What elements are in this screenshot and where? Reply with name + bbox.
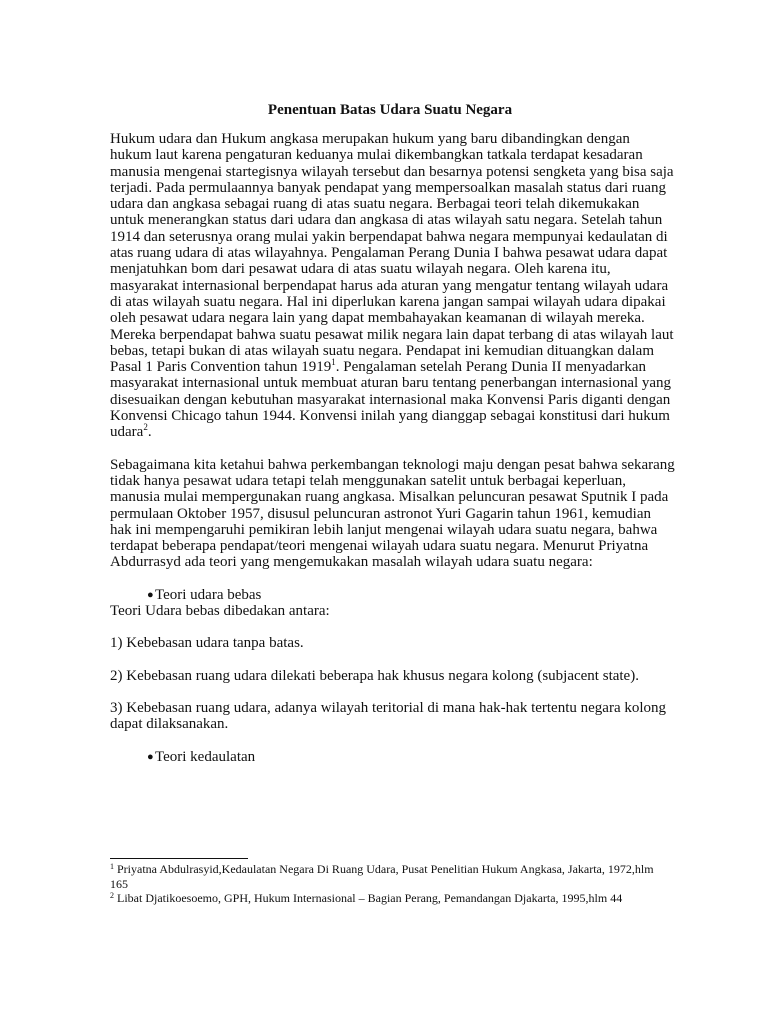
bullet-dot-icon: ● bbox=[147, 750, 154, 763]
paragraph-gap bbox=[110, 652, 675, 668]
document-title: Penentuan Batas Udara Suatu Negara bbox=[267, 102, 513, 118]
paragraph-gap bbox=[110, 684, 675, 700]
paragraph-2: Sebagaimana kita ketahui bahwa perkembangan teknologi maju dengan pesat bahwa sekarang tidak hanya pesawat udara tetapi telah menggunakan satelit untuk berbagai keperluan, manusia mulai mempergunakan ruang angkasa. Misalkan peluncuran pesawat Sputnik I pada permulaan Oktober 1957, disusul peluncuran astronot Yuri Gagarin tahun 1961, kemudian hak ini mempengaruhi pemikiran lebih lanjut mengenai wilayah udara suatu negara, bahwa terdapat beberapa pendapat/teori mengenai wilayah udara suatu negara. Menurut Priyatna Abdurrasyd ada teori yang mengemukakan masalah wilayah udara suatu negara: bbox=[110, 456, 675, 571]
list-item-3: 3) Kebebasan ruang udara, adanya wilayah teritorial di mana hak-hak tertentu negara kolong dapat dilaksanakan. bbox=[110, 699, 667, 733]
footnote-marker: 2 bbox=[110, 891, 114, 900]
bullet-teori-kedaulatan bbox=[110, 749, 675, 765]
list-item-1: 1) Kebebasan udara tanpa batas. bbox=[110, 635, 304, 652]
paragraph-1-text-b: . Pengalaman setelah Perang Dunia II menyadarkan masyarakat internasional untuk membuat aturan baru tentang penerbangan internasional yang disesuaikan dengan kebutuhan masyarakat internasional maka Konvensi Paris diganti dengan Konvensi Chicago tahun 1944. Konvensi inilah yang dianggap sebagai konstitusi dari hukum udara bbox=[110, 359, 672, 441]
bullet-label: Teori udara bebas bbox=[155, 586, 262, 603]
paragraph-gap bbox=[110, 619, 675, 635]
paragraph-1-text-a: Hukum udara dan Hukum angkasa merupakan hukum yang baru dibandingkan dengan hukum laut karena pengaturan keduanya mulai dikembangkan tatkala terdapat kesadaran manusia mengenai startegisnya wilayah tersebut dan besarnya potensi sengketa yang bisa saja terjadi. Pada permulaannya banyak pendapat yang mempersoalkan masalah status dari ruang udara dan angkasa sebagai ruang di atas suatu negara. Berbagai teori telah dikemukakan untuk menerangkan status dari udara dan angkasa di atas wilayah satu negara. Setelah tahun 1914 dan seterusnya orang mulai yakin berpendapat bahwa negara mempunyai kedaulatan di atas ruang udara di atas wilayahnya. Pengalaman Perang Dunia I bahwa pesawat udara dapat menjatuhkan bom dari pesawat udara di atas suatu wilayah negara. Oleh karena itu, masyarakat internasional berpendapat harus ada aturan yang mengatur tentang wilayah udara di atas wilayah suatu negara. Hal ini diperlukan karena jangan sampai wilayah udara dipakai oleh pesawat udara negara lain yang dapat membahayakan keamanan di wilayah mereka. Mereka berpendapat bahwa suatu pesawat milik negara lain dapat terbang di atas wilayah laut bebas, tetapi bukan di atas wilayah suatu negara. Pendapat ini kemudian dituangkan dalam Pasal 1 Paris Convention tahun 1919 bbox=[110, 131, 674, 376]
footnote-1 bbox=[110, 862, 655, 891]
bullet-label: Teori kedaulatan bbox=[155, 748, 256, 765]
footnote-ref-1: 1 bbox=[331, 357, 336, 368]
paragraph-gap bbox=[110, 441, 675, 457]
list-item-2: 2) Kebebasan ruang udara dilekati beberapa hak khusus negara kolong (subjacent state). bbox=[110, 667, 639, 684]
footnotes bbox=[110, 862, 655, 906]
footnote-text: Libat Djatikoesoemo, GPH, Hukum Internasional – Bagian Perang, Pemandangan Djakarta, 1995,hlm 44 bbox=[114, 891, 623, 905]
bullet-teori-udara-bebas bbox=[110, 587, 675, 603]
footnote-text: Priyatna Abdulrasyid,Kedaulatan Negara Di Ruang Udara, Pusat Penelitian Hukum Angkasa, Jakarta, 1972,hlm 165 bbox=[110, 862, 654, 891]
footnote-2 bbox=[110, 891, 655, 906]
footnote-marker: 1 bbox=[110, 862, 114, 871]
paragraph-gap bbox=[110, 571, 675, 587]
footnote-separator bbox=[110, 858, 248, 859]
footnote-ref-2: 2 bbox=[143, 422, 148, 433]
paragraph-1-text-c: . bbox=[147, 424, 152, 441]
bullet-dot-icon: ● bbox=[147, 588, 154, 601]
bullet-1-intro: Teori Udara bebas dibedakan antara: bbox=[110, 603, 330, 620]
document-body bbox=[110, 131, 675, 765]
paragraph-1 bbox=[110, 131, 675, 441]
paragraph-gap bbox=[110, 733, 675, 749]
